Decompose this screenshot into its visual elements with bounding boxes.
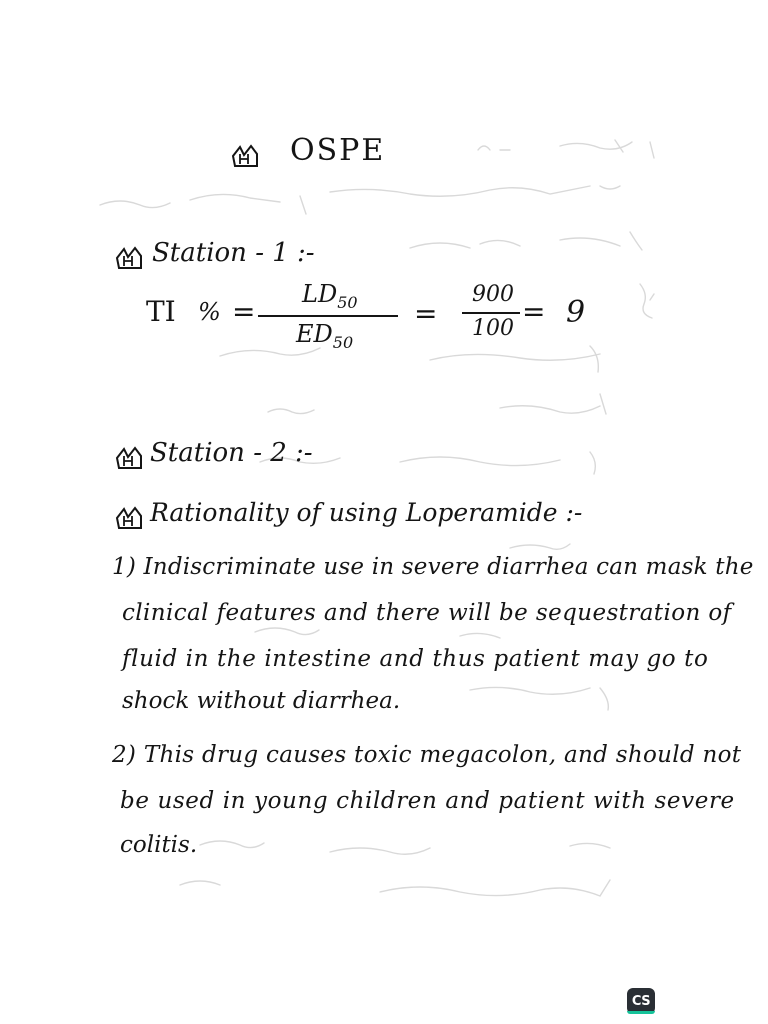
body-line: colitis. bbox=[120, 832, 198, 858]
fraction-1-numerator bbox=[302, 282, 358, 311]
fraction-1-denominator bbox=[296, 322, 353, 351]
page-title: OSPE bbox=[290, 133, 386, 168]
rationality-heading: Rationality of using Loperamide :- bbox=[150, 498, 583, 527]
station-1-heading: Station - 1 :- bbox=[152, 238, 315, 268]
bookmark-icon bbox=[230, 142, 262, 170]
formula-result: 9 bbox=[566, 295, 586, 330]
scanner-badge-stripe bbox=[627, 1011, 655, 1014]
fraction-2-bar bbox=[462, 312, 520, 314]
body-line: shock without diarrhea. bbox=[122, 688, 401, 714]
body-line: fluid in the intestine and thus patient may go to bbox=[122, 646, 709, 672]
station-2-heading: Station - 2 :- bbox=[150, 438, 313, 468]
denominator-text: ED bbox=[296, 320, 333, 348]
camscanner-logo bbox=[627, 988, 655, 1014]
fraction-2-denominator: 100 bbox=[472, 316, 514, 341]
body-line: clinical features and there will be sequestration of bbox=[122, 600, 732, 626]
formula-symbol: % bbox=[198, 298, 221, 326]
body-line: be used in young children and patient with severe bbox=[120, 788, 735, 814]
fraction-1-bar bbox=[258, 315, 398, 317]
formula-lhs: TI bbox=[146, 295, 176, 328]
formula-equals-3: = bbox=[522, 295, 546, 328]
formula-equals-2: = bbox=[414, 297, 438, 330]
formula-equals: = bbox=[232, 295, 256, 328]
numerator-text: LD bbox=[302, 280, 338, 308]
numerator-subscript: 50 bbox=[337, 292, 358, 312]
body-line: 1) Indiscriminate use in severe diarrhea can mask the bbox=[112, 554, 754, 580]
bookmark-icon bbox=[114, 244, 146, 272]
scanner-badge-text: CS bbox=[631, 993, 651, 1009]
bookmark-icon bbox=[114, 504, 146, 532]
bookmark-icon bbox=[114, 444, 146, 472]
fraction-2-numerator: 900 bbox=[472, 282, 514, 307]
denominator-subscript: 50 bbox=[332, 332, 354, 352]
body-line: 2) This drug causes toxic megacolon, and should not bbox=[112, 742, 742, 768]
